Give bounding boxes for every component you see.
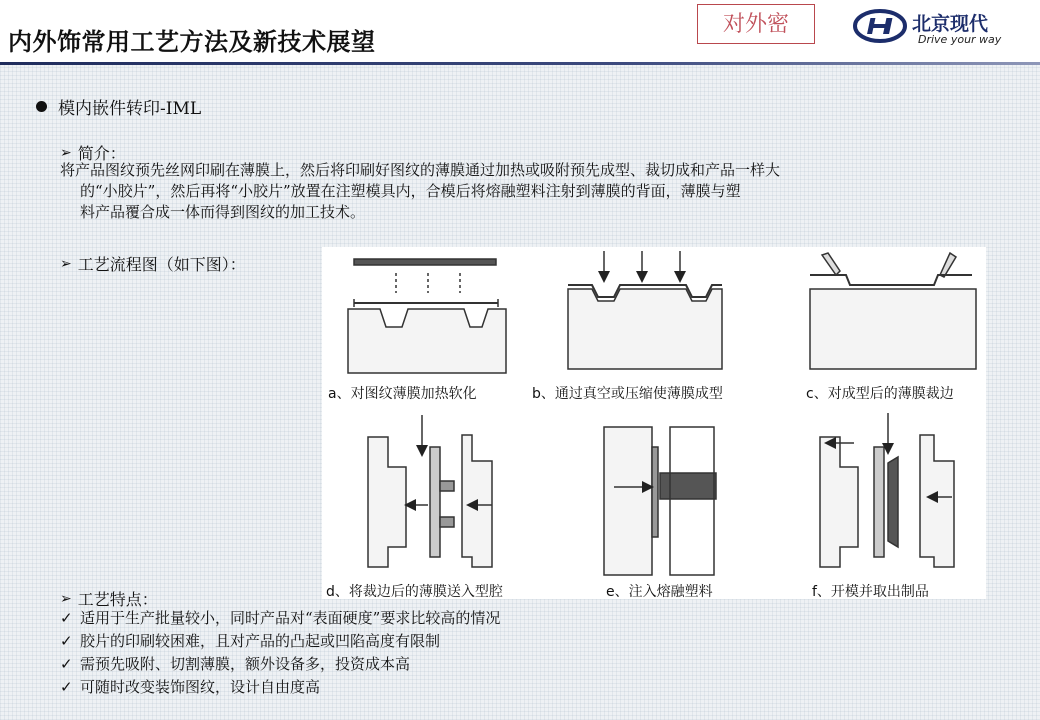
figure-caption: f、开模并取出制品	[812, 584, 929, 600]
flow-heading-text: 工艺流程图（如下图）：	[77, 255, 246, 274]
process-figure	[322, 247, 986, 599]
page-title: 内外饰常用工艺方法及新技术展望	[8, 27, 376, 56]
logo-slogan-text: Drive your way	[918, 33, 1002, 46]
figure-caption: a、对图纹薄膜加热软化	[328, 386, 477, 402]
list-item	[60, 629, 500, 652]
step-e-illustration	[604, 427, 716, 575]
intro-line: 的“小胶片”，然后再将“小胶片”放置在注塑模具内，合模后将熔融塑料注射到薄膜的背面，薄膜与塑	[80, 182, 741, 200]
flow-heading	[60, 252, 246, 275]
arrow-bullet-icon: ➢	[60, 590, 72, 607]
figure-caption: e、注入熔融塑料	[606, 584, 713, 600]
feature-text: 可随时改变装饰图纹，设计自由度高	[80, 678, 321, 696]
hyundai-emblem-icon	[852, 6, 908, 46]
intro-paragraph	[60, 160, 780, 223]
checkmark-icon: ✓	[60, 631, 73, 650]
arrow-bullet-icon: ➢	[60, 144, 72, 161]
step-b-illustration	[568, 251, 722, 369]
figure-caption: d、将裁边后的薄膜送入型腔	[326, 584, 503, 600]
intro-line: 将产品图纹预先丝网印刷在薄膜上，然后将印刷好图纹的薄膜通过加热或吸附预先成型、裁切成和产品一样大	[60, 161, 781, 179]
features-heading-text: 工艺特点：	[77, 590, 158, 609]
list-item	[60, 652, 500, 675]
list-item	[60, 675, 500, 698]
feature-text: 需预先吸附、切割薄膜，额外设备多，投资成本高	[80, 655, 411, 673]
process-diagram	[322, 247, 986, 599]
figure-caption: b、通过真空或压缩使薄膜成型	[532, 386, 723, 402]
figure-caption: c、对成型后的薄膜裁边	[806, 386, 954, 402]
intro-heading-text: 简介：	[77, 144, 126, 163]
list-item	[60, 606, 500, 629]
logo-brand-text: 北京现代	[912, 13, 989, 35]
step-a-illustration	[348, 259, 506, 373]
checkmark-icon: ✓	[60, 677, 73, 696]
intro-line: 料产品覆合成一体而得到图纹的加工技术。	[80, 203, 366, 221]
brand-logo	[852, 6, 1032, 50]
checkmark-icon: ✓	[60, 654, 73, 673]
confidential-stamp: 对外密	[697, 4, 815, 44]
checkmark-icon: ✓	[60, 608, 73, 627]
arrow-bullet-icon: ➢	[60, 255, 72, 272]
step-f-illustration	[820, 413, 954, 567]
section-bullet	[36, 94, 201, 119]
header-bar	[0, 0, 1040, 62]
section-title: 模内嵌件转印-IML	[58, 99, 202, 119]
step-d-illustration	[368, 415, 492, 567]
bullet-dot-icon	[36, 101, 47, 112]
header-divider	[0, 62, 1040, 65]
feature-text: 胶片的印刷较困难，且对产品的凸起或凹陷高度有限制	[80, 632, 441, 650]
feature-text: 适用于生产批量较小，同时产品对“表面硬度”要求比较高的情况	[80, 609, 501, 627]
step-c-illustration	[810, 253, 976, 369]
features-list	[60, 606, 500, 698]
